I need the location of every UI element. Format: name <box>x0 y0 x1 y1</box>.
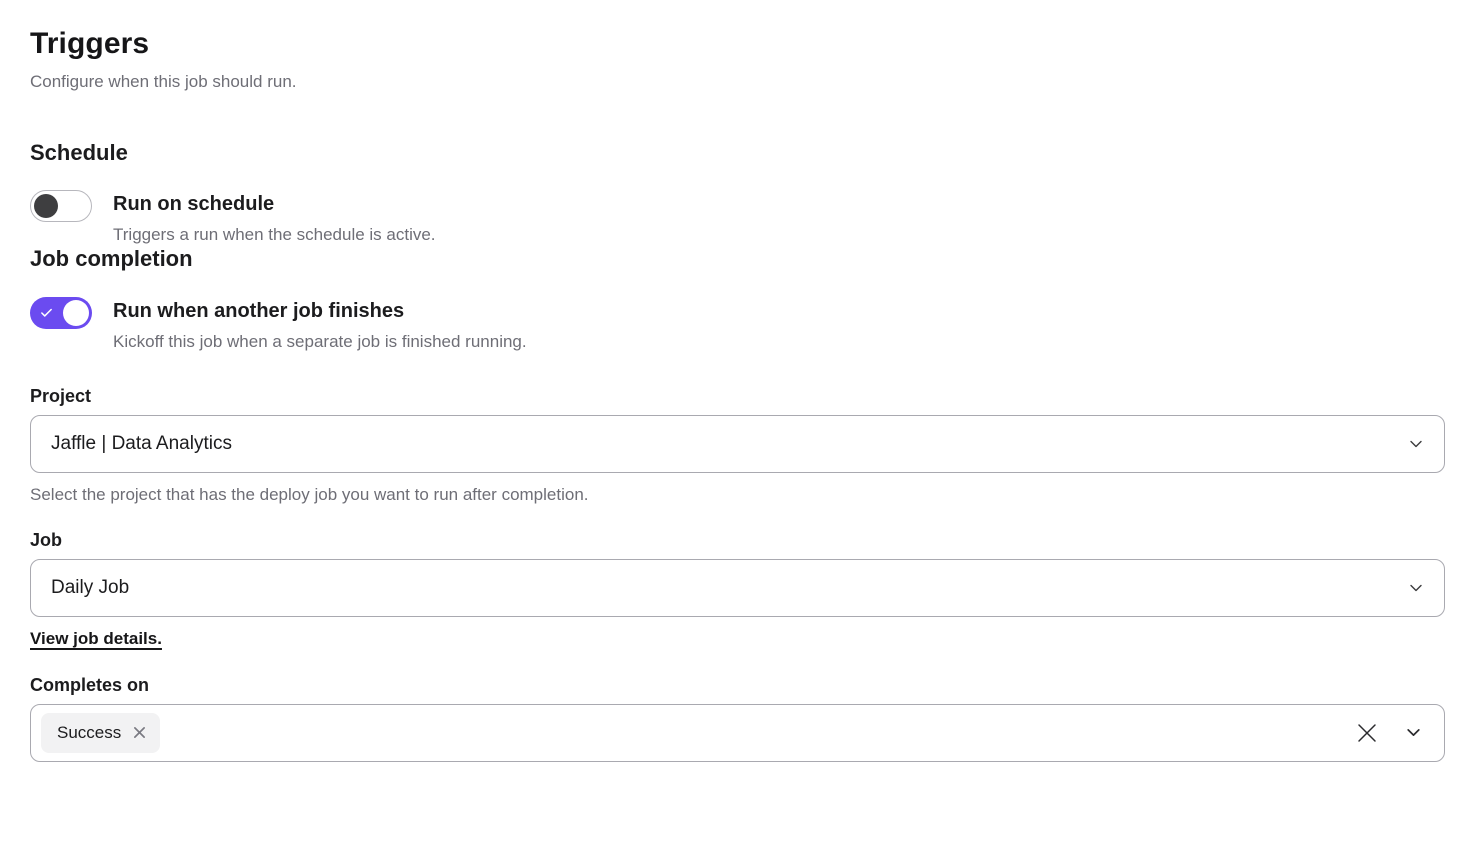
page-subtitle: Configure when this job should run. <box>30 72 297 91</box>
completes-on-multiselect[interactable] <box>30 704 1445 762</box>
run-when-another-job-finishes-description: Kickoff this job when a separate job is finished running. <box>113 331 527 351</box>
completes-on-field <box>30 674 1445 762</box>
job-select[interactable] <box>30 559 1445 617</box>
chip-label: Success <box>57 722 122 742</box>
page-title: Triggers <box>30 27 150 60</box>
view-job-details-link[interactable]: View job details. <box>30 628 162 648</box>
chip-remove-x-icon[interactable] <box>133 726 146 739</box>
run-on-schedule-texts <box>113 190 436 246</box>
check-icon <box>39 306 54 320</box>
job-completion-section <box>30 246 1445 761</box>
run-on-schedule-description: Triggers a run when the schedule is active. <box>113 225 436 245</box>
chevron-down-icon <box>1408 580 1424 596</box>
project-select[interactable] <box>30 415 1445 473</box>
completes-on-label: Completes on <box>30 674 150 695</box>
run-on-schedule-toggle[interactable] <box>30 190 92 222</box>
toggle-knob <box>34 194 58 218</box>
completes-on-chip-success <box>41 713 160 753</box>
project-field <box>30 385 1445 504</box>
run-on-schedule-label: Run on schedule <box>113 193 275 216</box>
chevron-down-icon <box>1408 436 1424 452</box>
job-field <box>30 529 1445 649</box>
run-on-schedule-row <box>30 190 1445 246</box>
chevron-down-icon[interactable] <box>1405 724 1422 741</box>
toggle-knob <box>63 300 89 326</box>
job-selected-value: Daily Job <box>51 576 130 598</box>
run-when-another-job-finishes-toggle[interactable] <box>30 297 92 329</box>
schedule-section-heading: Schedule <box>30 139 128 165</box>
run-when-another-job-finishes-label: Run when another job finishes <box>113 299 405 322</box>
project-selected-value: Jaffle | Data Analytics <box>51 432 232 454</box>
project-label: Project <box>30 385 92 406</box>
clear-all-x-icon[interactable] <box>1355 721 1379 745</box>
job-label: Job <box>30 529 63 550</box>
run-when-another-job-finishes-row <box>30 297 1445 353</box>
schedule-section <box>30 140 1445 246</box>
run-when-another-job-finishes-texts <box>113 297 527 353</box>
project-helper-text: Select the project that has the deploy job you want to run after completion. <box>30 484 589 504</box>
job-completion-section-heading: Job completion <box>30 246 193 272</box>
